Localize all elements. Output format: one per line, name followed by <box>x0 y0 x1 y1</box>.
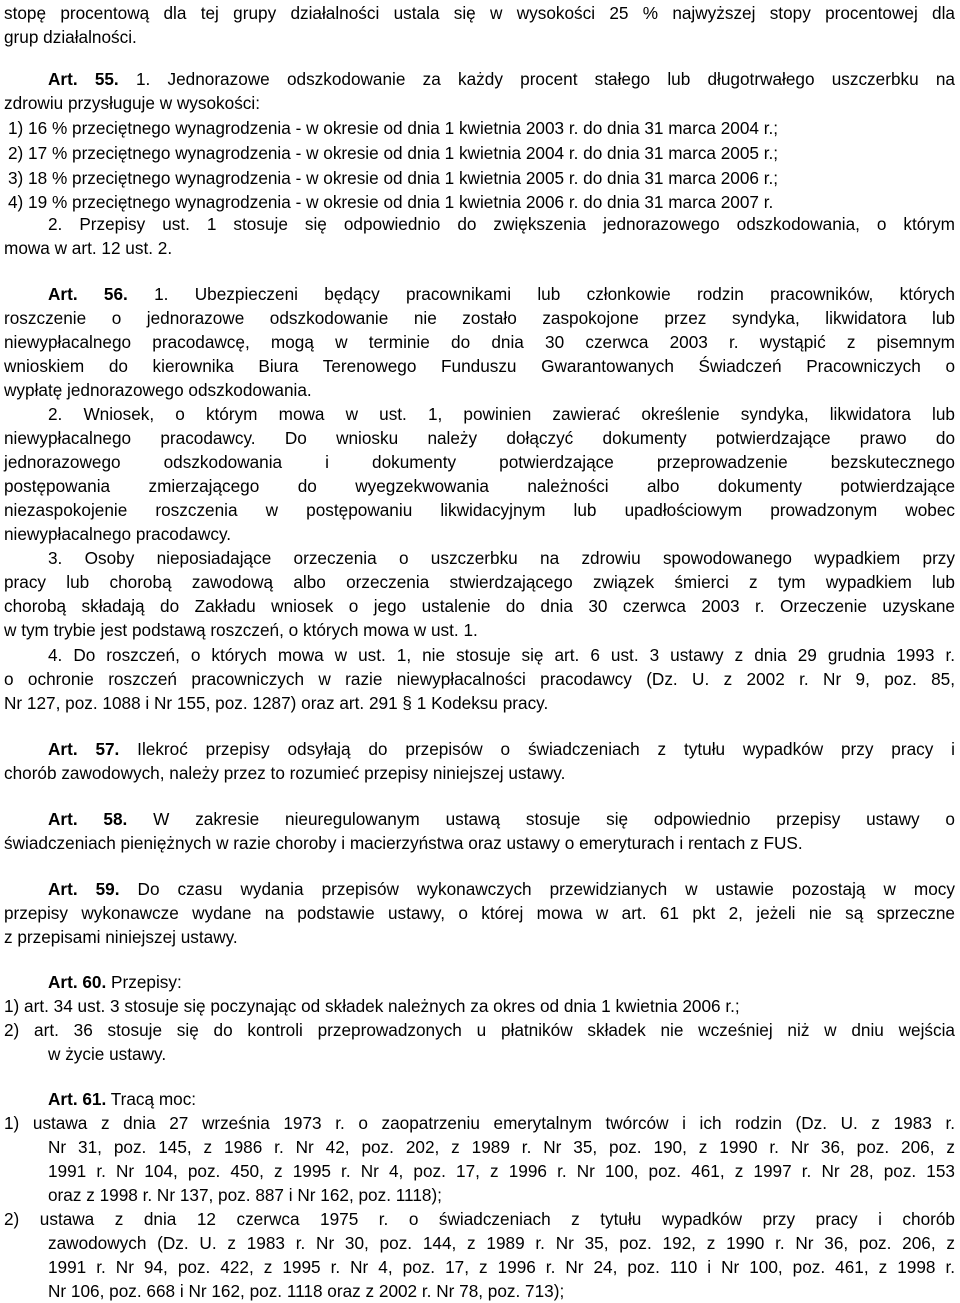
text-line: niewypłacalnego pracodawcy. <box>4 524 232 544</box>
text-line: Nr 31, poz. 145, z 1986 r. Nr 42, poz. 202, z 1989 r. Nr 35, poz. 190, z 1990 r. Nr 36, poz. 206, z <box>48 1137 955 1157</box>
text-line: w tym trybie jest podstawą roszczeń, o których mowa w ust. 1. <box>4 620 478 640</box>
text-line: zawodowych (Dz. U. z 1983 r. Nr 30, poz. 144, z 1989 r. Nr 35, poz. 192, z 1990 r. Nr 36, poz. 206, z <box>48 1233 955 1253</box>
article-59-heading: Art. 59. Do czasu wydania przepisów wykonawczych przewidzianych w ustawie pozostają w mocy <box>48 879 955 899</box>
article-number: Art. 60. <box>48 972 107 992</box>
text-line: mowa w art. 12 ust. 2. <box>4 238 173 258</box>
text-line: 2. Przepisy ust. 1 stosuje się odpowiednio do zwiększenia jednorazowego odszkodowania, o którym <box>48 214 955 234</box>
text-line: przepisy wykonawcze wydane na podstawie ustawy, o której mowa w art. 61 pkt 2, jeżeli nie są sprzeczne <box>4 903 955 923</box>
text-line: niewypłacalnego pracodawcę, mogą w terminie do dnia 30 czerwca 2003 r. wystąpić z pisemnym <box>4 332 955 352</box>
list-item: 4) 19 % przeciętnego wynagrodzenia - w okresie od dnia 1 kwietnia 2006 r. do dnia 31 marca 2007 r. <box>8 192 774 212</box>
article-60-heading: Art. 60. Przepisy: <box>48 972 182 992</box>
text-line: pracy lub chorobą zawodową albo orzeczenia stwierdzającego związek śmierci z tym wypadkiem lub <box>4 572 955 592</box>
text-line: Nr 127, poz. 1088 i Nr 155, poz. 1287) oraz art. 291 § 1 Kodeksu pracy. <box>4 693 549 713</box>
text-line: chorobą składają do Zakładu wniosek o jego ustalenie do dnia 30 czerwca 2003 r. Orzeczenie uzyskane <box>4 596 955 616</box>
text-line: jednorazowego odszkodowania i dokumenty potwierdzające przeprowadzenie bezskutecznego <box>4 452 955 472</box>
text-line: 1991 r. Nr 104, poz. 450, z 1995 r. Nr 4, poz. 17, z 1996 r. Nr 100, poz. 461, z 1997 r. Nr 28, poz. 153 <box>48 1161 955 1181</box>
article-55-heading: Art. 55. 1. Jednorazowe odszkodowanie za każdy procent stałego lub długotrwałego uszczerbku na <box>48 69 955 89</box>
text-line: grup działalności. <box>4 27 137 47</box>
text-line: niezaspokojenie roszczenia w postępowaniu likwidacyjnym lub upadłościowym prowadzonym wobec <box>4 500 955 520</box>
list-item: 2) 17 % przeciętnego wynagrodzenia - w okresie od dnia 1 kwietnia 2004 r. do dnia 31 marca 2005 r.; <box>8 143 779 163</box>
article-57-heading: Art. 57. Ilekroć przepisy odsyłają do przepisów o świadczeniach z tytułu wypadków przy pracy i <box>48 739 955 759</box>
text-line: roszczenie o jednorazowe odszkodowanie nie zostało zaspokojone przez syndyka, likwidatora lub <box>4 308 955 328</box>
list-item: 1) ustawa z dnia 27 września 1973 r. o zaopatrzeniu emerytalnym twórców i ich rodzin (Dz. U. z 1983 r. <box>4 1113 955 1133</box>
text-line: wypłatę jednorazowego odszkodowania. <box>4 380 312 400</box>
list-item: 1) 16 % przeciętnego wynagrodzenia - w okresie od dnia 1 kwietnia 2003 r. do dnia 31 marca 2004 r.; <box>8 118 779 138</box>
text-line: wnioskiem do kierownika Biura Terenowego Funduszu Gwarantowanych Świadczeń Pracowniczych o <box>4 356 955 376</box>
text-line: stopę procentową dla tej grupy działalności ustala się w wysokości 25 % najwyższej stopy procentowej dla <box>4 3 955 23</box>
text-line: świadczeniach pieniężnych w razie choroby i macierzyństwa oraz ustawy o emeryturach i rentach z FUS. <box>4 833 803 853</box>
list-item: 1) art. 34 ust. 3 stosuje się poczynając od składek należnych za okres od dnia 1 kwietnia 2006 r.; <box>4 996 740 1016</box>
article-56-heading: Art. 56. 1. Ubezpieczeni będący pracownikami lub członkowie rodzin pracowników, których <box>48 284 955 304</box>
text-line: z przepisami niniejszej ustawy. <box>4 927 238 947</box>
text-line: Nr 106, poz. 668 i Nr 162, poz. 1118 oraz z 2002 r. Nr 78, poz. 713); <box>48 1281 565 1301</box>
article-61-heading: Art. 61. Tracą moc: <box>48 1089 197 1109</box>
article-number: Art. 56. <box>48 284 128 304</box>
article-number: Art. 57. <box>48 739 120 759</box>
list-item: 2) ustawa z dnia 12 czerwca 1975 r. o świadczeniach z tytułu wypadków przy pracy i chorób <box>4 1209 955 1229</box>
text-line: 3. Osoby nieposiadające orzeczenia o uszczerbku na zdrowiu spowodowanego wypadkiem przy <box>48 548 955 568</box>
list-item: 3) 18 % przeciętnego wynagrodzenia - w okresie od dnia 1 kwietnia 2005 r. do dnia 31 marca 2006 r.; <box>8 168 779 188</box>
article-number: Art. 61. <box>48 1089 107 1109</box>
article-number: Art. 59. <box>48 879 120 899</box>
text-line: zdrowiu przysługuje w wysokości: <box>4 93 260 113</box>
text-line: oraz z 1998 r. Nr 137, poz. 887 i Nr 162, poz. 1118); <box>48 1185 442 1205</box>
article-58-heading: Art. 58. W zakresie nieuregulowanym ustawą stosuje się odpowiednio przepisy ustawy o <box>48 809 955 829</box>
text-line: niewypłacalnego pracodawcy. Do wniosku należy dołączyć dokumenty potwierdzające prawo do <box>4 428 955 448</box>
text-line: 1991 r. Nr 94, poz. 422, z 1995 r. Nr 4, poz. 17, z 1996 r. Nr 24, poz. 110 i Nr 100, poz. 461, z 1998 r. <box>48 1257 955 1277</box>
text-line: o ochronie roszczeń pracowniczych w razie niewypłacalności pracodawcy (Dz. U. z 2002 r. Nr 9, poz. 85, <box>4 669 955 689</box>
text-line: 2. Wniosek, o którym mowa w ust. 1, powinien zawierać określenie syndyka, likwidatora lub <box>48 404 955 424</box>
text-line: postępowania zmierzającego do wyegzekwowania należności albo dokumenty potwierdzające <box>4 476 955 496</box>
text-line: w życie ustawy. <box>48 1044 167 1064</box>
list-item: 2) art. 36 stosuje się do kontroli przeprowadzonych u płatników składek nie wcześniej niż w dniu wejścia <box>4 1020 955 1040</box>
text-line: chorób zawodowych, należy przez to rozumieć przepisy niniejszej ustawy. <box>4 763 566 783</box>
article-number: Art. 55. <box>48 69 119 89</box>
article-number: Art. 58. <box>48 809 128 829</box>
text-line: 4. Do roszczeń, o których mowa w ust. 1, nie stosuje się art. 6 ust. 3 ustawy z dnia 29 grudnia 1993 r. <box>48 645 955 665</box>
